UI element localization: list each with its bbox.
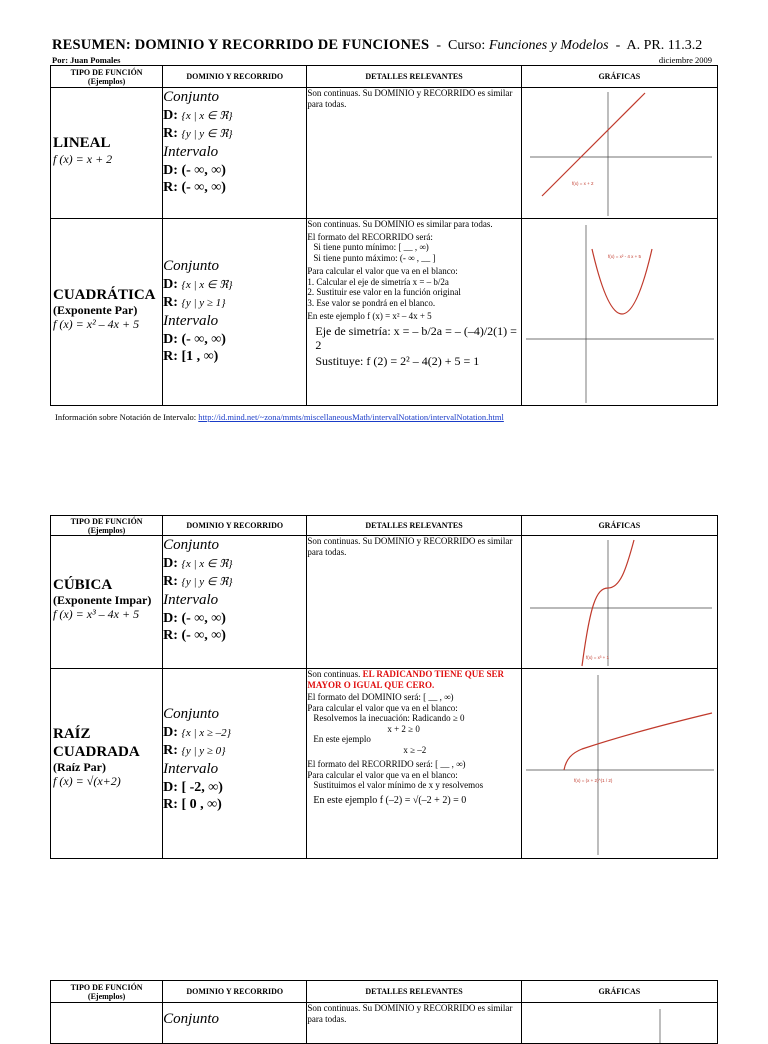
detail-text: Son continuas. Su DOMINIO es similar para todas. [307,219,493,229]
tipo-cell [51,669,163,859]
title-dash-2: - [615,38,621,53]
col-header-graficas: GRÁFICAS [521,66,717,88]
graph-raiz [522,669,718,858]
detail-text: x + 2 ≥ 0 [387,723,420,734]
grafica-cell [521,536,717,669]
detail-text: Para calcular el valor que va en el blanco: [307,769,458,780]
detail-text: En este ejemplo [313,734,371,744]
conjunto-label: Conjunto [163,258,219,274]
intervalo-label: Intervalo [163,313,219,329]
graph-cubica [522,536,718,668]
interval-range: (- ∞, ∞) [181,628,226,643]
detail-text: Resolvemos la inecuación: Radicando ≥ 0 [313,713,465,723]
intervalo-label: Intervalo [163,144,219,160]
col-header-tipo: TIPO DE FUNCIÓN (Ejemplos) [51,516,163,536]
col-header-graficas: GRÁFICAS [521,981,717,1003]
detail-text: En este ejemplo f (–2) = √(–2 + 2) = 0 [313,794,467,806]
author: Por: Juan Pomales [52,55,121,65]
dominio-cell: Conjunto D: {x | x ∈ ℜ} R: {y | y ∈ ℜ} Intervalo D: (- ∞, ∞) R: (- ∞, ∞) [163,536,307,669]
conjunto-label: Conjunto [163,1011,219,1027]
detail-text: Son continuas. Su DOMINIO y RECORRIDO es similar para todas. [307,536,513,557]
course-code: A. PR. 11.3.2 [626,38,703,53]
tipo-cell [51,219,163,406]
graph-cuadratica [522,219,718,405]
set-domain: {x | x ∈ ℜ} [181,110,233,122]
interval-domain: (- ∞, ∞) [181,611,226,626]
grafica-cell [521,88,717,219]
graph-next [522,1003,718,1043]
detail-text: Eje de simetría: x = – b/2a = – (–4)/2(1) = 2 [315,323,517,352]
warning-text: EL RADICANDO TIENE QUE SER MAYOR O IGUAL QUE CERO. [307,669,504,690]
set-range: {y | y ≥ 0} [181,745,226,757]
set-domain: {x | x ∈ ℜ} [181,558,233,570]
detail-text: En este ejemplo f (x) = x² – 4x + 5 [307,311,432,321]
graph-label: f(x) = x + 2 [571,181,594,186]
intervalo-label: Intervalo [163,592,219,608]
grafica-cell [521,1003,717,1044]
col-header-graficas: GRÁFICAS [521,516,717,536]
set-domain: {x | x ≥ –2} [181,727,232,739]
detail-text: Para calcular el valor que va en el blanco: [307,702,458,713]
interval-domain: (- ∞, ∞) [181,332,226,347]
tipo-cell [51,1003,163,1044]
interval-notation-link[interactable]: http://id.mind.net/~zona/mmts/miscellaneousMath/intervalNotation/intervalNotation.html [198,412,504,422]
dominio-cell: Conjunto D: {x | x ∈ ℜ} R: {y | y ≥ 1} Intervalo D: (- ∞, ∞) R: [1 , ∞) [163,219,307,406]
detalles-cell [307,669,521,859]
col-header-detalles: DETALLES RELEVANTES [307,66,521,88]
col-header-detalles: DETALLES RELEVANTES [307,981,521,1003]
graph-lineal [522,88,718,218]
summary-table-3 [50,980,718,1044]
dominio-cell: Conjunto D: {x | x ∈ ℜ} R: {y | y ∈ ℜ} Intervalo D: (- ∞, ∞) R: (- ∞, ∞) [163,88,307,219]
table-row-raiz [51,669,718,859]
col-header-dominio: DOMINIO Y RECORRIDO [163,516,307,536]
detail-text: Si tiene punto mínimo: [ __ , ∞) [313,242,429,252]
function-type: (Raíz Par) [53,759,106,774]
table-header-row [51,516,718,536]
interval-range: [1 , ∞) [181,349,219,364]
detail-text: Sustituimos el valor mínimo de x y resolvemos [313,780,484,790]
detail-text: x ≥ –2 [403,744,427,755]
detalles-cell [307,1003,521,1044]
graph-label: f(x) = x² - 4 x + 5 [607,254,641,259]
detail-text: Son continuas. Su DOMINIO y RECORRIDO es similar para todas. [307,88,513,109]
table-row-cuadratica [51,219,718,406]
detalles-cell [307,219,521,406]
tipo-cell [51,88,163,219]
function-name: CUADRÁTICA [53,287,156,303]
function-formula: f (x) = √(x+2) [53,773,121,788]
function-name-2: CUADRADA [53,743,140,760]
col-header-tipo: TIPO DE FUNCIÓN (Ejemplos) [51,981,163,1003]
tipo-cell [51,536,163,669]
function-type: (Exponente Impar) [53,593,152,607]
function-formula: f (x) = x² – 4x + 5 [53,317,140,331]
set-range: {y | y ≥ 1} [181,297,226,309]
detail-text: El formato del RECORRIDO será: [307,231,433,242]
conjunto-label: Conjunto [163,89,219,105]
function-type: (Exponente Par) [53,303,138,317]
detail-text: 2. Sustituir ese valor en la función original [307,287,461,297]
col-header-dominio: DOMINIO Y RECORRIDO [163,981,307,1003]
table-row-lineal [51,88,718,219]
conjunto-label: Conjunto [163,706,219,722]
interval-range: [ 0 , ∞) [181,797,222,812]
summary-table-1 [50,65,718,406]
interval-domain: (- ∞, ∞) [181,163,226,178]
table-header-row [51,981,718,1003]
course-name: Funciones y Modelos [488,38,609,53]
interval-note [55,412,504,422]
function-formula: f (x) = x + 2 [53,151,113,166]
col-header-dominio: DOMINIO Y RECORRIDO [163,66,307,88]
table-row-next [51,1003,718,1044]
function-name: RAÍZ [53,725,91,742]
detail-text: Para calcular el valor que va en el blanco: [307,266,458,276]
course-label: Curso: [447,38,486,53]
title-dash: - [436,38,441,53]
detail-text: Si tiene punto máximo: (- ∞ , __ ] [313,252,436,263]
summary-table-2 [50,515,718,859]
dominio-cell: Conjunto D: {x | x ≥ –2} R: {y | y ≥ 0} Intervalo D: [ -2, ∞) R: [ 0 , ∞) [163,669,307,859]
detalles-cell [307,88,521,219]
set-range: {y | y ∈ ℜ} [181,576,233,588]
conjunto-label: Conjunto [163,537,219,553]
detail-text: 1. Calcular el eje de simetría x = – b/2a [307,276,449,287]
function-name: CÚBICA [53,577,113,593]
col-header-tipo: TIPO DE FUNCIÓN (Ejemplos) [51,66,163,88]
page-title [52,37,722,54]
set-domain: {x | x ∈ ℜ} [181,279,233,291]
detail-text: El formato del DOMINIO será: [ __ , ∞) [307,692,454,702]
function-name: LINEAL [53,134,111,151]
detail-text: Son continuas. Su DOMINIO y RECORRIDO es similar para todas. [307,1003,513,1024]
grafica-cell [521,669,717,859]
set-range: {y | y ∈ ℜ} [181,128,233,140]
interval-range: (- ∞, ∞) [181,180,226,195]
dominio-cell [163,1003,307,1044]
detail-text: 3. Ese valor se pondrá en el blanco. [307,297,436,308]
table-header-row [51,66,718,88]
note-text: Información sobre Notación de Intervalo: [55,412,197,422]
date: diciembre 2009 [658,55,712,65]
detail-text: Sustituye: f (2) = 2² – 4(2) + 5 = 1 [315,353,480,368]
table-row-cubica [51,536,718,669]
detalles-cell [307,536,521,669]
graph-label: f(x) = (x + 2)^(1 / 2) [573,778,613,783]
detail-text: Son continuas. [307,669,361,679]
interval-domain: [ -2, ∞) [181,780,223,795]
grafica-cell [521,219,717,406]
title-text: RESUMEN: DOMINIO Y RECORRIDO DE FUNCIONES [52,37,430,53]
graph-label: f(x) = x³ + 1 [585,655,609,660]
function-formula: f (x) = x³ – 4x + 5 [53,607,140,621]
col-header-detalles: DETALLES RELEVANTES [307,516,521,536]
intervalo-label: Intervalo [163,761,219,777]
detail-text: El formato del RECORRIDO será: [ __ , ∞) [307,759,466,769]
